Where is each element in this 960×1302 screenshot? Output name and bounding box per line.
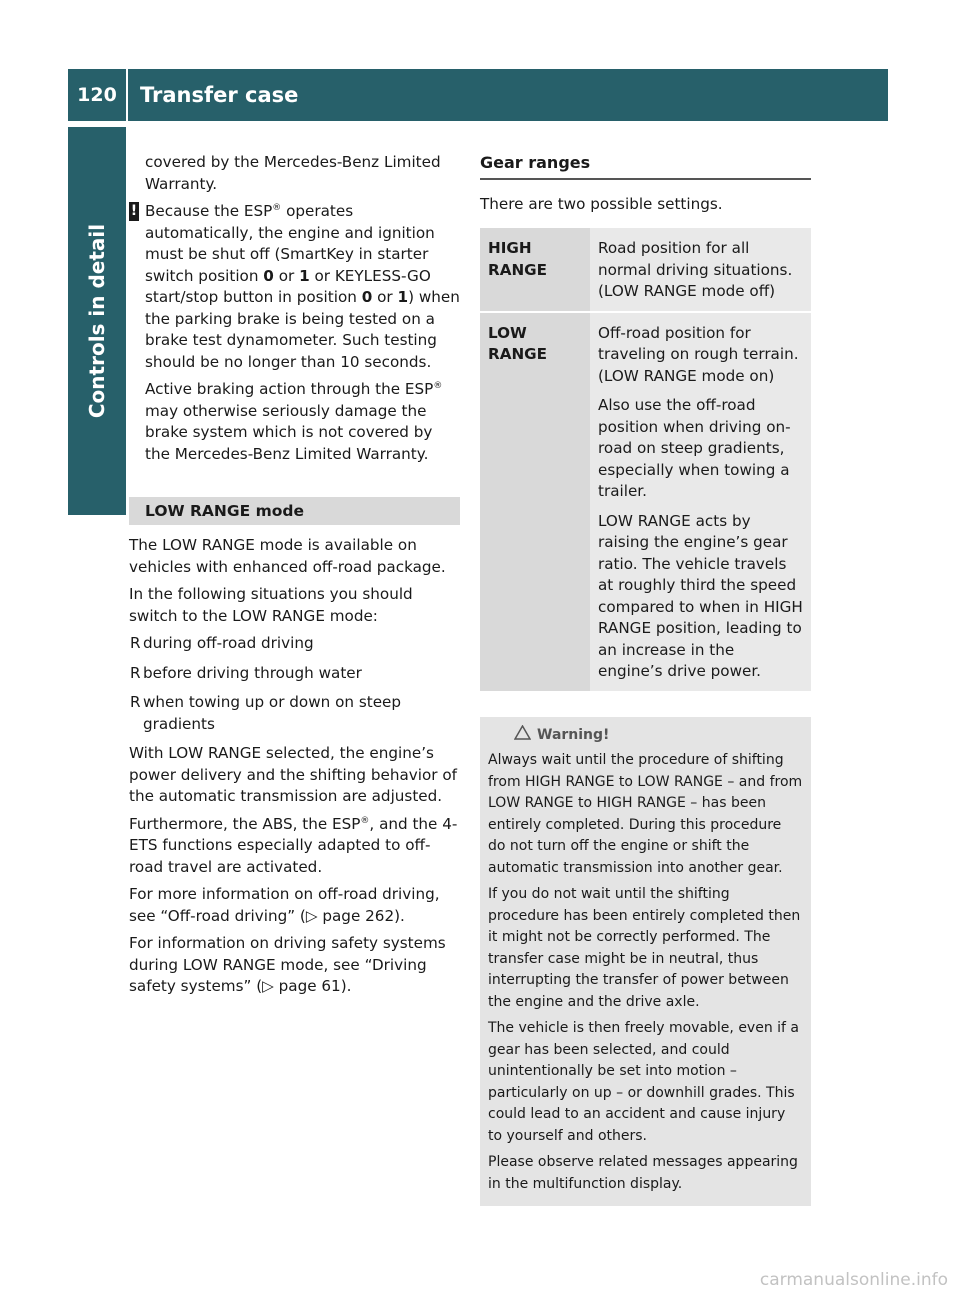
table-cell-key: HIGH RANGE: [480, 228, 590, 311]
paragraph: Furthermore, the ABS, the ESP®, and the 4-ETS functions especially adapted to off-road travel are activated.: [129, 814, 458, 876]
side-tab-label-wrap: [68, 127, 126, 515]
warning-paragraph: Please observe related messages appearing in the multifunction display.: [488, 1154, 798, 1192]
paragraph: The LOW RANGE mode is available on vehicles with enhanced off-road package.: [129, 536, 446, 576]
watermark: carmanualsonline.info: [759, 1270, 948, 1290]
paragraph: With LOW RANGE selected, the engine’s power delivery and the shifting behavior of the automatic transmission are adjusted.: [129, 744, 457, 805]
paragraph: For more information on off-road driving, see “Off-road driving” (▷ page 262).: [129, 885, 440, 925]
table-cell-value: Off-road position for traveling on rough terrain. (LOW RANGE mode on) Also use the off-road position when driving on-road on steep gradients, especially when towing a trailer. LOW RANGE acts by raising the engine’s gear ratio. The vehicle travels at roughly third the speed compared to when in HIGH RANGE position, leading to an increase in the engine’s drive power.: [590, 313, 811, 691]
page-ref-arrow-icon: ▷: [262, 977, 274, 995]
bullet-icon: R: [130, 663, 141, 682]
paragraph: For information on driving safety systems during LOW RANGE mode, see “Driving safety systems” (▷ page 61).: [129, 934, 446, 995]
table-cell-value: Road position for all normal driving situations. (LOW RANGE mode off): [590, 228, 811, 311]
paragraph: covered by the Mercedes-Benz Limited Warranty.: [145, 153, 441, 193]
list-item: R when towing up or down on steep gradients: [130, 693, 402, 733]
bullet-icon: R: [130, 634, 141, 652]
page-number: 120: [77, 84, 117, 106]
header-divider: [126, 69, 128, 121]
page-ref-arrow-icon: ▷: [305, 906, 318, 925]
paragraph: There are two possible settings.: [480, 194, 723, 213]
note-exclamation-icon: !: [130, 203, 138, 219]
paragraph: In the following situations you should switch to the LOW RANGE mode:: [129, 585, 413, 625]
page-title: Transfer case: [140, 83, 299, 107]
note-block: [129, 201, 460, 465]
right-column: [480, 152, 811, 1206]
warning-paragraph: If you do not wait until the shifting procedure has been entirely completed then it might not be correctly performed. The transfer case might be in neutral, thus interrupting the transfer of power between the engine and the drive axle.: [488, 886, 801, 1010]
note-paragraph: Because the ESP® operates automatically, the engine and ignition must be shut off (SmartKey in starter switch position 0 or 1 or KEYLESS-GO start/stop button in position 0 or 1) when the parking brake is being tested on a brake test dynamometer. Such testing should be no longer than 10 seconds.: [145, 202, 460, 371]
list-item: R before driving through water: [129, 663, 460, 685]
side-tab-label: Controls in detail: [85, 223, 109, 419]
warning-paragraph: The vehicle is then freely movable, even if a gear has been selected, and could unintentionally be set into motion – particularly on up – or downhill grades. This could lead to an accident and cause injury to yourself and others.: [488, 1020, 800, 1144]
table-row: [480, 313, 811, 691]
gear-range-table: [480, 228, 811, 691]
section-heading-gear-ranges: Gear ranges: [480, 152, 811, 180]
left-column: [129, 152, 460, 1004]
section-heading: LOW RANGE mode: [129, 497, 460, 525]
note-paragraph: Active braking action through the ESP® may otherwise seriously damage the brake system which is not covered by the Mercedes-Benz Limited Warranty.: [145, 380, 443, 463]
table-cell-key: LOW RANGE: [480, 313, 590, 691]
table-row: [480, 228, 811, 311]
list-item: R during off-road driving: [129, 633, 460, 655]
warning-box: [480, 717, 811, 1207]
warning-triangle-icon: [514, 725, 531, 748]
bullet-icon: R: [130, 693, 141, 711]
warning-title: Warning!: [488, 725, 803, 748]
warning-paragraph: Always wait until the procedure of shifting from HIGH RANGE to LOW RANGE – and from LOW RANGE to HIGH RANGE – has been entirely completed. During this procedure do not turn off the engine or shift the automatic transmission into another gear.: [488, 752, 803, 876]
